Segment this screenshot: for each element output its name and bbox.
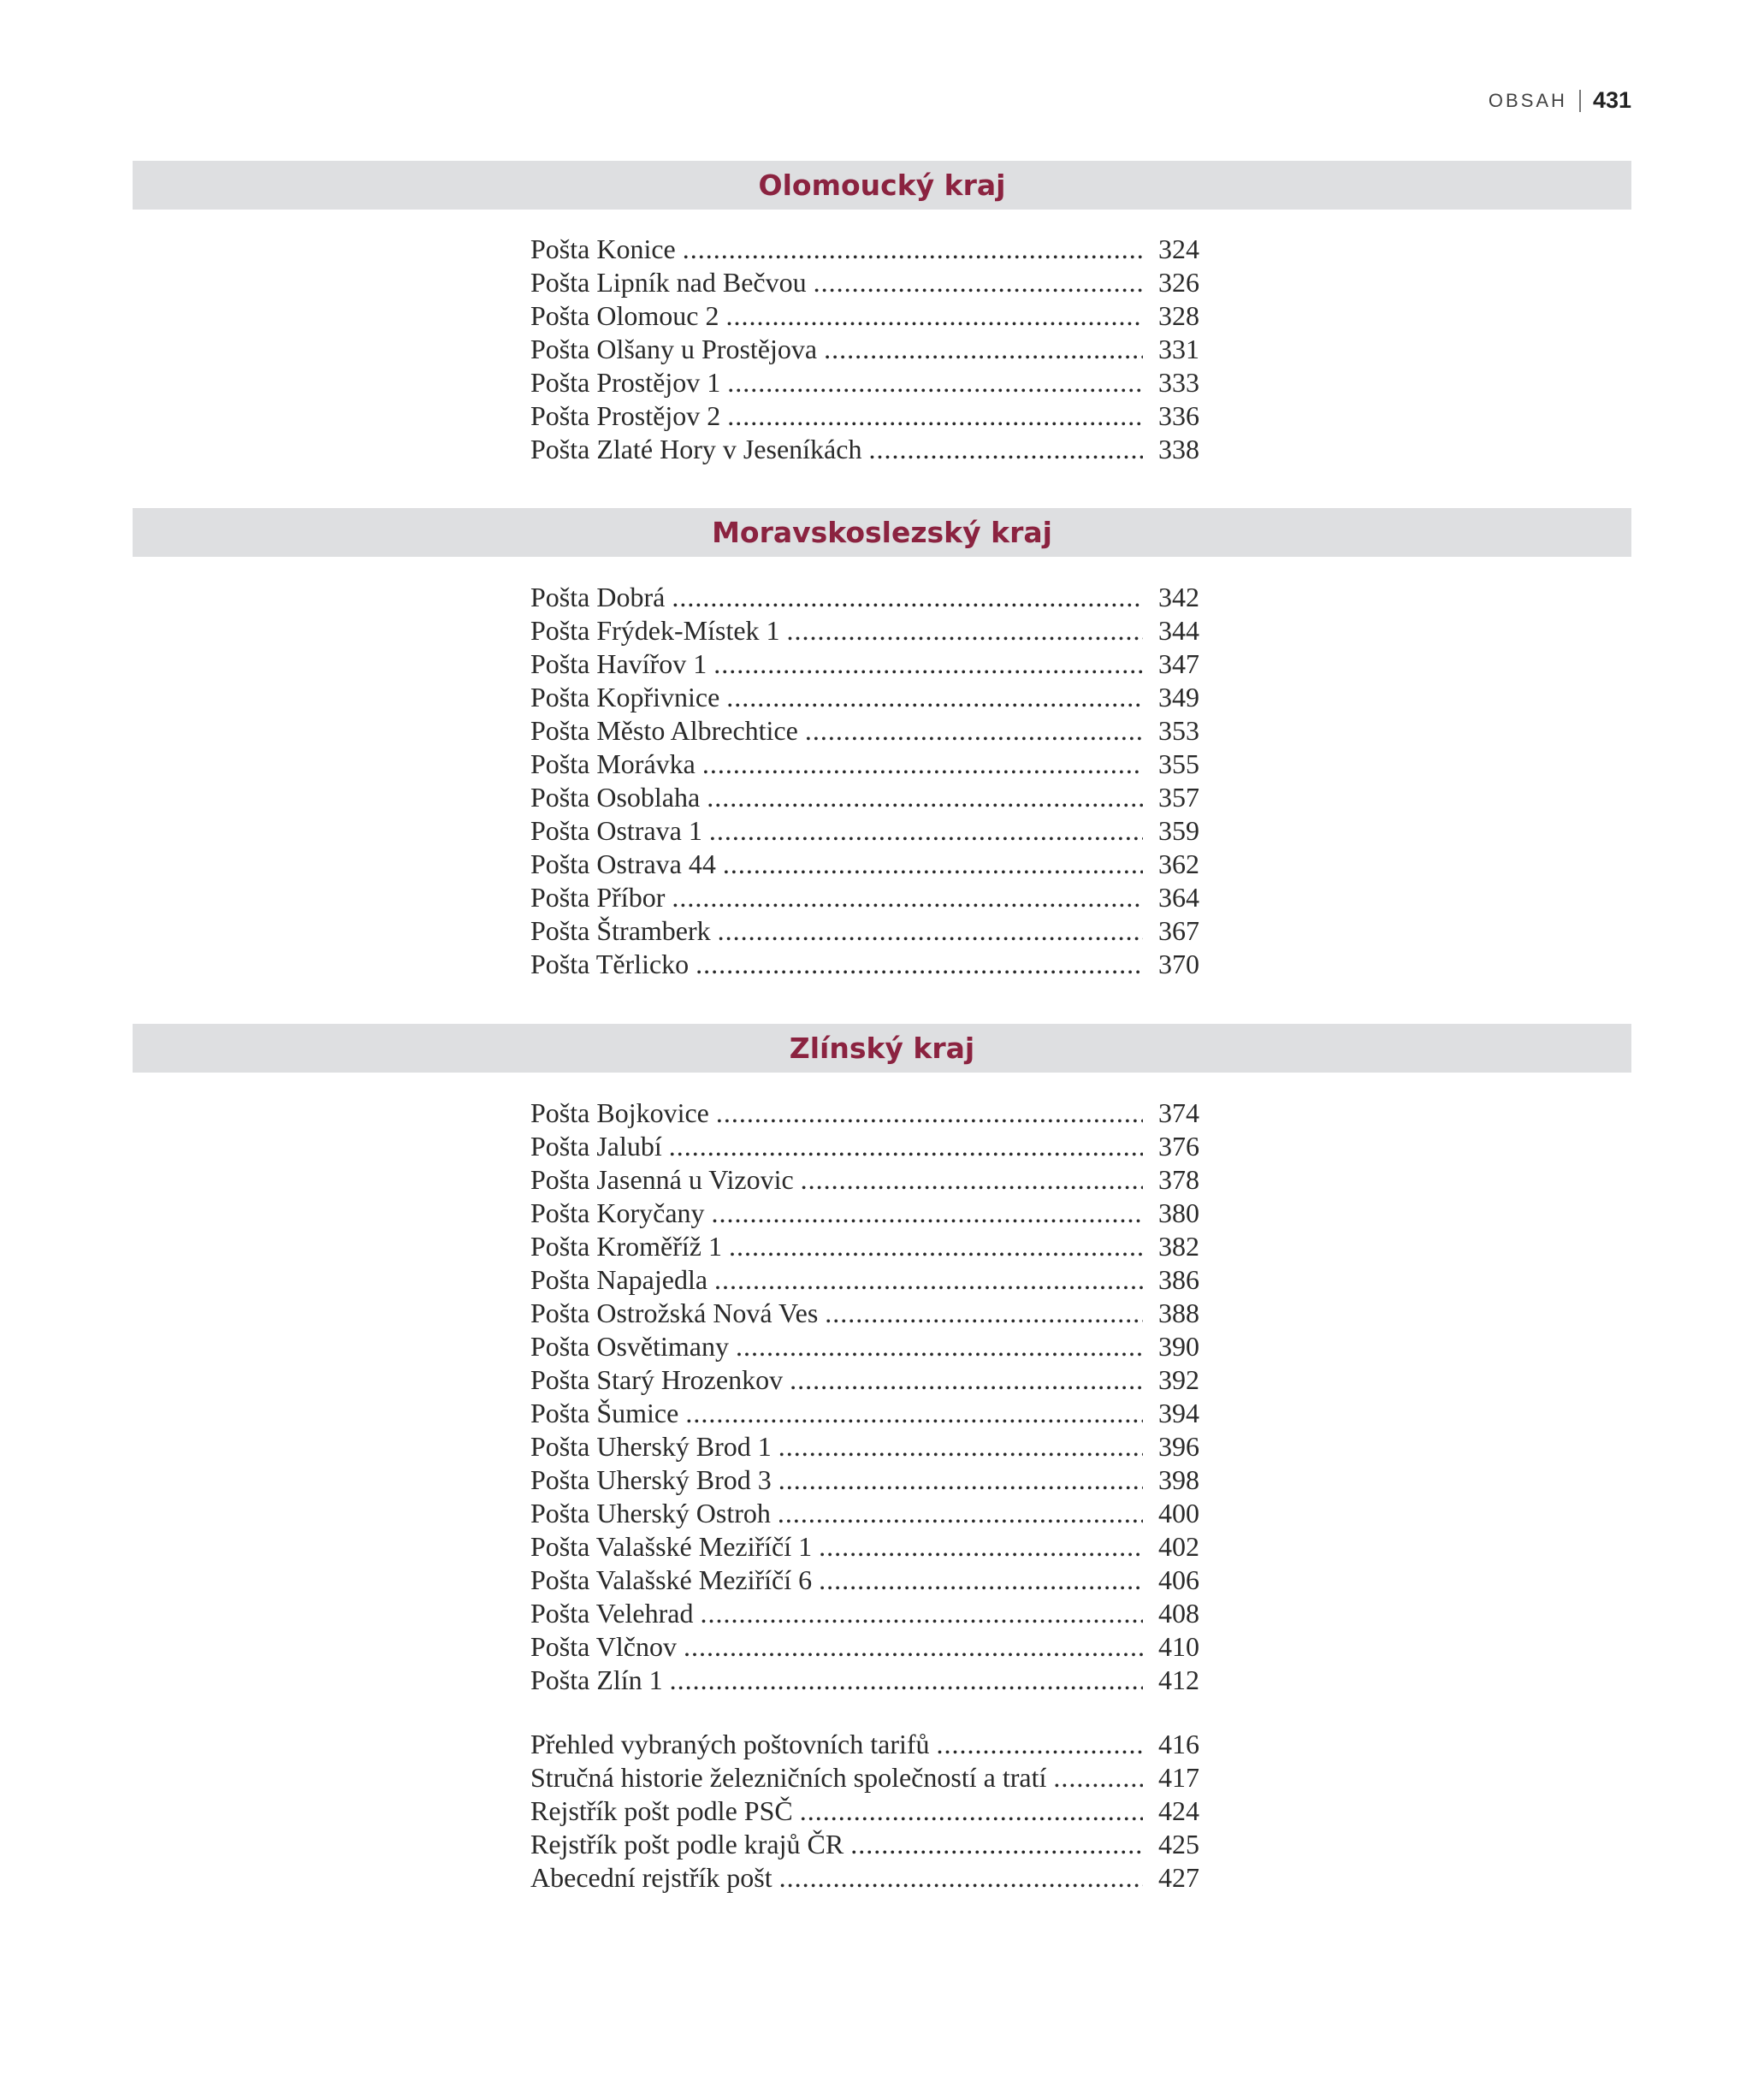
- dot-leader: [778, 1463, 1143, 1497]
- toc-entry-title: Pošta Valašské Meziříčí 1: [530, 1531, 813, 1562]
- dot-leader: [684, 1630, 1143, 1664]
- section-title: Zlínský kraj: [789, 1032, 975, 1065]
- page-number: 431: [1592, 87, 1631, 113]
- toc-entry-title: Pošta Olomouc 2: [530, 300, 719, 331]
- toc-entry-title: Pošta Starý Hrozenkov: [530, 1364, 784, 1395]
- toc-entry-page: 396: [1158, 1431, 1199, 1462]
- toc-entry[interactable]: [530, 1497, 1199, 1530]
- toc-entry-page: 402: [1158, 1531, 1199, 1562]
- toc-entry-page: 406: [1158, 1564, 1199, 1595]
- toc-entry-title: Pošta Vlčnov: [530, 1631, 677, 1662]
- dot-leader: [707, 781, 1143, 814]
- toc-entry-page: 417: [1158, 1762, 1199, 1793]
- toc-entry-title: Pošta Zlín 1: [530, 1664, 663, 1695]
- toc-entry[interactable]: [530, 848, 1199, 881]
- dot-leader: [805, 714, 1143, 748]
- section-title: Moravskoslezský kraj: [712, 516, 1052, 549]
- dot-leader: [725, 299, 1143, 333]
- toc-entry-title: Pošta Osvětimany: [530, 1331, 729, 1362]
- toc-entry-page: 408: [1158, 1598, 1199, 1629]
- dot-leader: [868, 433, 1143, 466]
- toc-entry-title: Pošta Prostějov 2: [530, 400, 721, 431]
- toc-entry-page: 374: [1158, 1097, 1199, 1128]
- toc-entry-page: 394: [1158, 1398, 1199, 1428]
- toc-entry-page: 344: [1158, 615, 1199, 646]
- toc-entry-title: Pošta Jasenná u Vizovic: [530, 1164, 794, 1195]
- dot-leader: [683, 233, 1143, 266]
- toc-entry[interactable]: [530, 1197, 1199, 1230]
- dot-leader: [814, 266, 1143, 299]
- toc-entry-page: 392: [1158, 1364, 1199, 1395]
- toc-entry[interactable]: [530, 914, 1199, 948]
- toc-entry-title: Pošta Konice: [530, 234, 676, 264]
- toc-entry[interactable]: [530, 748, 1199, 781]
- toc-entry-title: Pošta Město Albrechtice: [530, 715, 798, 746]
- dot-leader: [825, 1297, 1143, 1330]
- dot-leader: [824, 333, 1143, 366]
- toc-entry-page: 336: [1158, 400, 1199, 431]
- toc-entry-title: Pošta Uherský Ostroh: [530, 1498, 771, 1528]
- toc-entry[interactable]: [530, 266, 1199, 299]
- toc-entry-title: Pošta Příbor: [530, 882, 666, 913]
- toc-entry[interactable]: [530, 1430, 1199, 1463]
- dot-leader: [819, 1530, 1143, 1564]
- toc-entry[interactable]: [530, 1861, 1199, 1895]
- dot-leader: [801, 1163, 1143, 1197]
- toc-entry-page: 362: [1158, 848, 1199, 879]
- toc-entry-page: 424: [1158, 1795, 1199, 1826]
- toc-entry[interactable]: [530, 333, 1199, 366]
- toc-entry[interactable]: [530, 1163, 1199, 1197]
- section-band-zlinsky: [133, 1024, 1631, 1073]
- dot-leader: [714, 1263, 1143, 1297]
- toc-entry-page: 400: [1158, 1498, 1199, 1528]
- toc-entry-page: 398: [1158, 1464, 1199, 1495]
- toc-entry-page: 347: [1158, 648, 1199, 679]
- toc-entry-title: Pošta Uherský Brod 3: [530, 1464, 772, 1495]
- toc-list-zlinsky: [530, 1097, 1199, 1697]
- toc-entry-title: Pošta Dobrá: [530, 582, 666, 612]
- toc-entry-page: 380: [1158, 1197, 1199, 1228]
- dot-leader: [736, 1330, 1143, 1363]
- toc-entry[interactable]: [530, 681, 1199, 714]
- toc-entry[interactable]: [530, 1761, 1199, 1794]
- dot-leader: [1053, 1761, 1143, 1794]
- section-band-moravskoslezsky: [133, 508, 1631, 557]
- dot-leader: [685, 1397, 1143, 1430]
- toc-entry-title: Rejstřík pošt podle PSČ: [530, 1795, 793, 1826]
- toc-entry[interactable]: [530, 1297, 1199, 1330]
- dot-leader: [819, 1564, 1143, 1597]
- toc-entry-title: Pošta Lipník nad Bečvou: [530, 267, 807, 298]
- toc-entry[interactable]: [530, 1230, 1199, 1263]
- toc-entry-title: Pošta Morávka: [530, 748, 696, 779]
- section-band-olomoucky: [133, 161, 1631, 210]
- toc-entry[interactable]: [530, 366, 1199, 399]
- toc-entry-title: Pošta Valašské Meziříčí 6: [530, 1564, 813, 1595]
- toc-entry-title: Pošta Velehrad: [530, 1598, 694, 1629]
- toc-entry[interactable]: [530, 1664, 1199, 1697]
- toc-entry[interactable]: [530, 1828, 1199, 1861]
- dot-leader: [700, 1597, 1143, 1630]
- toc-entry-page: 331: [1158, 334, 1199, 364]
- toc-entry-page: 382: [1158, 1231, 1199, 1262]
- toc-entry[interactable]: [530, 1630, 1199, 1664]
- toc-entry-title: Pošta Havířov 1: [530, 648, 707, 679]
- toc-entry-page: 333: [1158, 367, 1199, 398]
- dot-leader: [712, 1197, 1143, 1230]
- running-head-section: OBSAH: [1488, 89, 1567, 111]
- toc-entry[interactable]: [530, 1728, 1199, 1761]
- toc-entry-title: Pošta Štramberk: [530, 915, 711, 946]
- dot-leader: [696, 948, 1143, 981]
- dot-leader: [778, 1497, 1143, 1530]
- toc-entry-title: Přehled vybraných poštovních tarifů: [530, 1729, 930, 1759]
- toc-entry-title: Pošta Kroměříž 1: [530, 1231, 722, 1262]
- dot-leader: [727, 366, 1143, 399]
- toc-entry[interactable]: [530, 814, 1199, 848]
- toc-entry-title: Pošta Těrlicko: [530, 949, 690, 979]
- toc-entry[interactable]: [530, 1463, 1199, 1497]
- dot-leader: [727, 399, 1143, 433]
- toc-entry-title: Pošta Ostrožská Nová Ves: [530, 1298, 819, 1328]
- dot-leader: [709, 814, 1143, 848]
- dot-leader: [729, 1230, 1143, 1263]
- toc-entry-page: 364: [1158, 882, 1199, 913]
- toc-entry-title: Pošta Frýdek-Místek 1: [530, 615, 780, 646]
- toc-entry-page: 425: [1158, 1829, 1199, 1859]
- toc-entry[interactable]: [530, 881, 1199, 914]
- toc-entry-title: Pošta Osoblaha: [530, 782, 701, 813]
- toc-entry[interactable]: [530, 1363, 1199, 1397]
- toc-entry-page: 353: [1158, 715, 1199, 746]
- dot-leader: [778, 1430, 1143, 1463]
- dot-leader: [937, 1728, 1143, 1761]
- toc-entry-title: Pošta Zlaté Hory v Jeseníkách: [530, 434, 862, 464]
- dot-leader: [702, 748, 1143, 781]
- toc-entry[interactable]: [530, 433, 1199, 466]
- toc-entry-page: 367: [1158, 915, 1199, 946]
- toc-entry-title: Stručná historie železničních společností a tratí: [530, 1762, 1047, 1793]
- toc-entry[interactable]: [530, 581, 1199, 614]
- toc-entry-page: 357: [1158, 782, 1199, 813]
- toc-entry-page: 359: [1158, 815, 1199, 846]
- toc-entry-page: 410: [1158, 1631, 1199, 1662]
- toc-entry-page: 338: [1158, 434, 1199, 464]
- toc-entry-title: Pošta Koryčany: [530, 1197, 705, 1228]
- dot-leader: [669, 1130, 1143, 1163]
- toc-entry-page: 342: [1158, 582, 1199, 612]
- toc-entry-page: 427: [1158, 1862, 1199, 1893]
- dot-leader: [716, 1097, 1143, 1130]
- toc-entry-page: 326: [1158, 267, 1199, 298]
- dot-leader: [672, 581, 1143, 614]
- running-head: [1489, 87, 1631, 114]
- toc-entry[interactable]: [530, 1097, 1199, 1130]
- toc-entry-title: Pošta Uherský Brod 1: [530, 1431, 772, 1462]
- toc-entry-title: Abecední rejstřík pošt: [530, 1862, 772, 1893]
- toc-entry-title: Pošta Ostrava 44: [530, 848, 716, 879]
- toc-entry[interactable]: [530, 1263, 1199, 1297]
- dot-leader: [670, 1664, 1143, 1697]
- dot-leader: [787, 614, 1143, 647]
- running-head-divider: [1579, 90, 1581, 112]
- toc-entry[interactable]: [530, 614, 1199, 647]
- dot-leader: [718, 914, 1143, 948]
- toc-entry-title: Pošta Kopřivnice: [530, 682, 720, 712]
- toc-entry-page: 355: [1158, 748, 1199, 779]
- toc-entry[interactable]: [530, 1530, 1199, 1564]
- dot-leader: [779, 1861, 1143, 1895]
- toc-entry[interactable]: [530, 233, 1199, 266]
- section-title: Olomoucký kraj: [758, 168, 1006, 202]
- toc-list-appendix: [530, 1728, 1199, 1895]
- dot-leader: [713, 647, 1143, 681]
- toc-entry-page: 378: [1158, 1164, 1199, 1195]
- toc-entry[interactable]: [530, 714, 1199, 748]
- toc-entry-page: 324: [1158, 234, 1199, 264]
- toc-entry-page: 388: [1158, 1298, 1199, 1328]
- toc-entry[interactable]: [530, 1597, 1199, 1630]
- toc-entry-page: 328: [1158, 300, 1199, 331]
- toc-entry[interactable]: [530, 781, 1199, 814]
- toc-list-moravskoslezsky: [530, 581, 1199, 981]
- dot-leader: [723, 848, 1143, 881]
- toc-entry-title: Pošta Olšany u Prostějova: [530, 334, 818, 364]
- toc-entry-title: Pošta Bojkovice: [530, 1097, 709, 1128]
- toc-entry[interactable]: [530, 1564, 1199, 1597]
- toc-entry-page: 412: [1158, 1664, 1199, 1695]
- toc-entry[interactable]: [530, 948, 1199, 981]
- toc-entry[interactable]: [530, 647, 1199, 681]
- toc-entry[interactable]: [530, 399, 1199, 433]
- dot-leader: [790, 1363, 1143, 1397]
- toc-entry-title: Pošta Prostějov 1: [530, 367, 721, 398]
- toc-entry-page: 416: [1158, 1729, 1199, 1759]
- dot-leader: [800, 1794, 1143, 1828]
- toc-entry[interactable]: [530, 1330, 1199, 1363]
- dot-leader: [850, 1828, 1143, 1861]
- toc-entry-page: 386: [1158, 1264, 1199, 1295]
- toc-entry-page: 370: [1158, 949, 1199, 979]
- toc-entry[interactable]: [530, 1397, 1199, 1430]
- dot-leader: [672, 881, 1143, 914]
- toc-entry[interactable]: [530, 1794, 1199, 1828]
- toc-entry-page: 349: [1158, 682, 1199, 712]
- toc-entry-page: 390: [1158, 1331, 1199, 1362]
- toc-entry-title: Pošta Napajedla: [530, 1264, 708, 1295]
- toc-entry-title: Rejstřík pošt podle krajů ČR: [530, 1829, 844, 1859]
- toc-entry[interactable]: [530, 299, 1199, 333]
- toc-list-olomoucky: [530, 233, 1199, 466]
- toc-entry-title: Pošta Ostrava 1: [530, 815, 702, 846]
- dot-leader: [726, 681, 1143, 714]
- toc-entry-title: Pošta Jalubí: [530, 1131, 662, 1162]
- toc-entry-title: Pošta Šumice: [530, 1398, 679, 1428]
- toc-entry-page: 376: [1158, 1131, 1199, 1162]
- toc-entry[interactable]: [530, 1130, 1199, 1163]
